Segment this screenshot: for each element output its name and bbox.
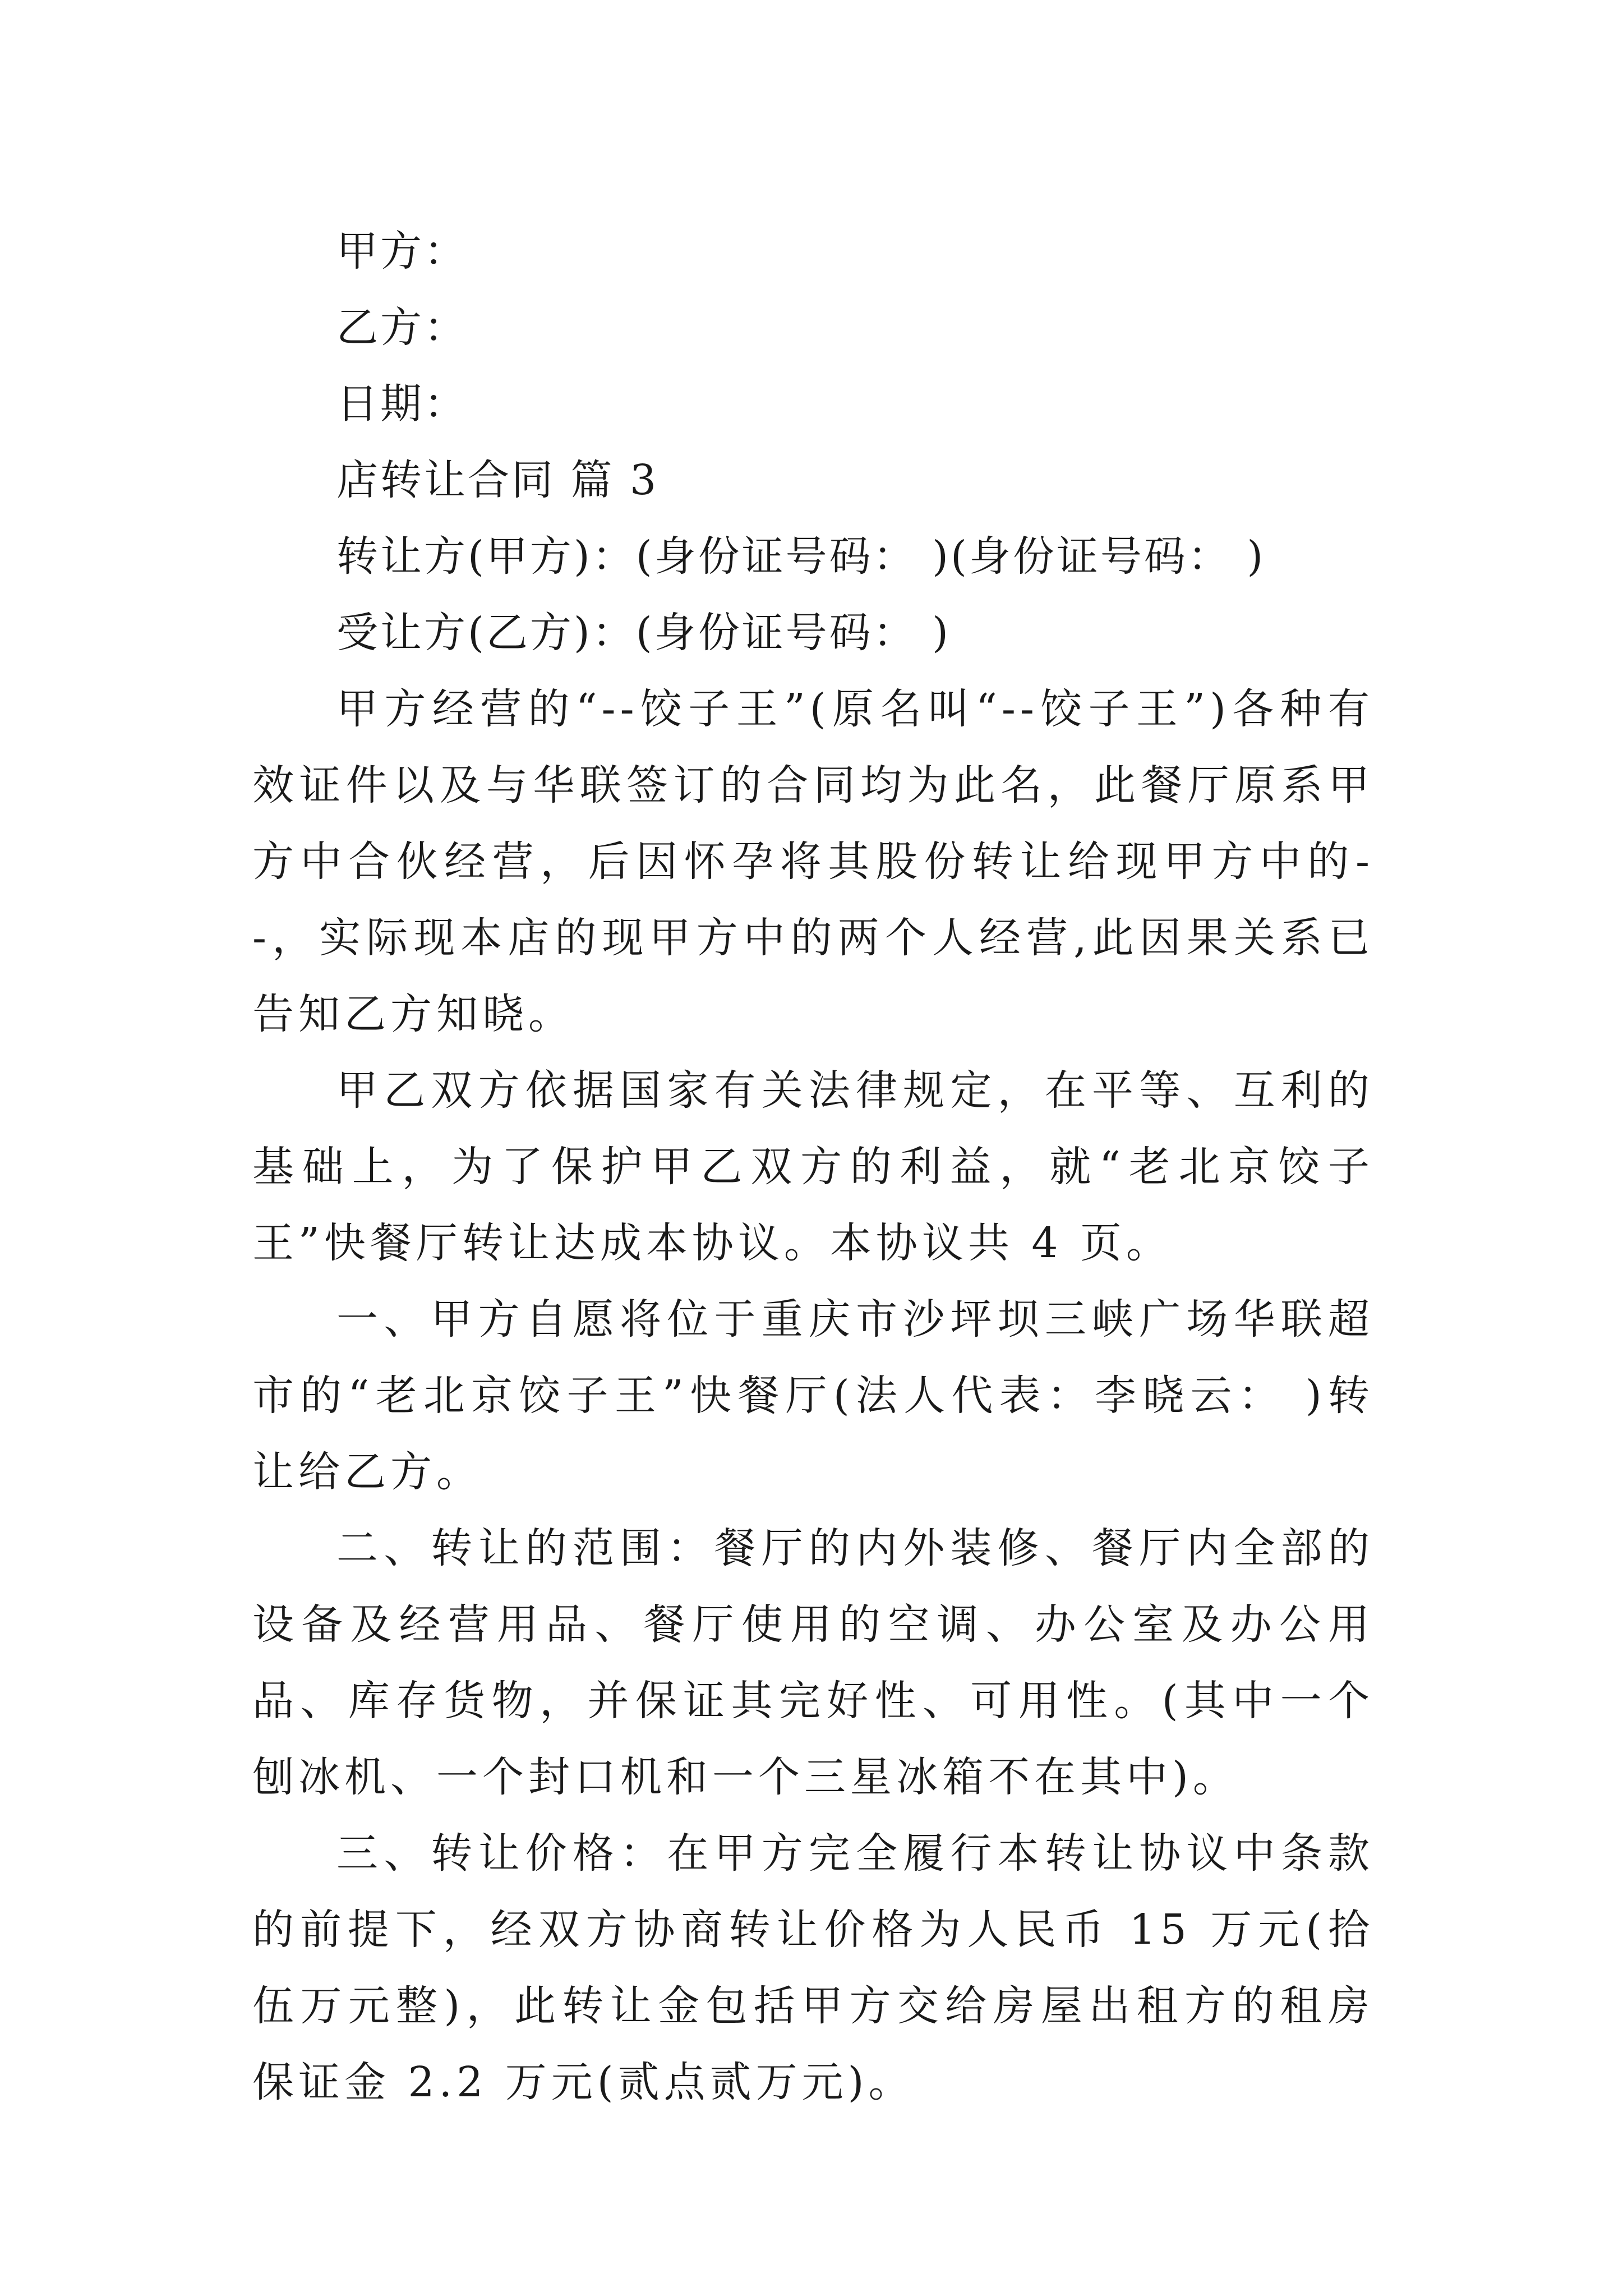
- section-title: 店转让合同 篇 3: [336, 456, 659, 504]
- party-b-line: 乙方：: [336, 303, 468, 352]
- transferee-line: 受让方(乙方)：(身份证号码： ): [336, 609, 951, 657]
- paragraph-clause-2: 二、转让的范围：餐厅的内外装修、餐厅内全部的设备及经营用品、餐厅使用的空调、办公室及办公用品、库存货物，并保证其完好性、可用性。(其中一个刨冰机、一个封口机和一个三星冰箱不在其中)。: [252, 1524, 1374, 1801]
- paragraph-business-background: 甲方经营的“--饺子王”(原名叫“--饺子王”)各种有效证件以及与华联签订的合同均为此名，此餐厅原系甲方中合伙经营，后因怀孕将其股份转让给现甲方中的--，实际现本店的现甲方中的两个人经营,此因果关系已告知乙方知晓。: [252, 685, 1374, 1038]
- paragraph-clause-1: 一、甲方自愿将位于重庆市沙坪坝三峡广场华联超市的“老北京饺子王”快餐厅(法人代表：李晓云： )转让给乙方。: [252, 1295, 1374, 1496]
- party-a-line: 甲方：: [336, 227, 468, 275]
- paragraph-clause-3: 三、转让价格：在甲方完全履行本转让协议中条款的前提下，经双方协商转让价格为人民币 15 万元(拾伍万元整)，此转让金包括甲方交给房屋出租方的租房保证金 2.2 万元(贰点贰万元)。: [252, 1829, 1374, 2106]
- paragraph-agreement-basis: 甲乙双方依据国家有关法律规定，在平等、互利的基础上，为了保护甲乙双方的利益，就“老北京饺子王”快餐厅转让达成本协议。本协议共 4 页。: [252, 1066, 1374, 1267]
- date-line: 日期：: [336, 380, 468, 428]
- document-body: [252, 213, 1374, 2120]
- transferor-line: 转让方(甲方)：(身份证号码： )(身份证号码： ): [336, 532, 1266, 581]
